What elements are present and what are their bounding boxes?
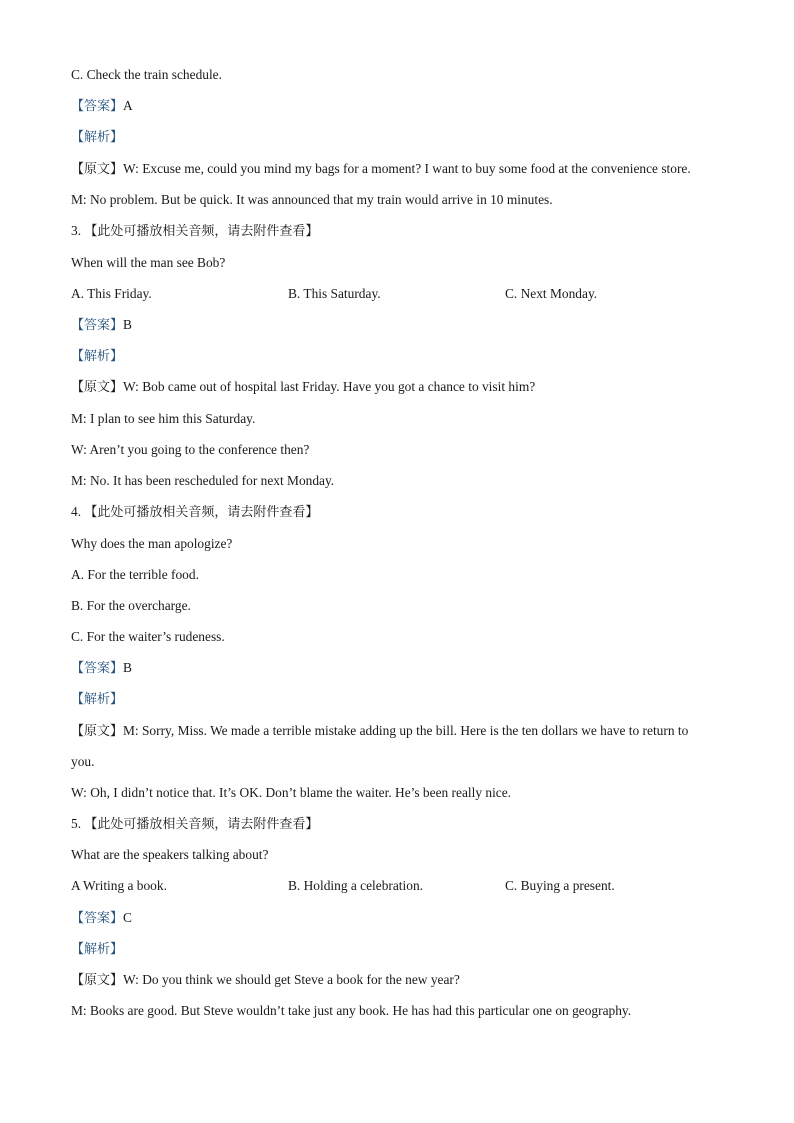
answer-line [71, 659, 132, 678]
transcript-text: M: No. It has been rescheduled for next Monday. [71, 473, 335, 488]
answer-line [71, 909, 132, 928]
option-a: A. For the terrible food. [71, 567, 199, 582]
option-b: B. Holding a celebration. [288, 878, 423, 893]
analysis-line [71, 690, 123, 709]
transcript-tag: 【原文】 [71, 973, 124, 988]
audio-note: 【此处可播放相关音频，请去附件查看】 [84, 505, 319, 520]
analysis-line [71, 128, 123, 147]
question-header: 4. 【此处可播放相关音频，请去附件查看】 [71, 504, 319, 520]
option-b: B. For the overcharge. [71, 598, 191, 613]
audio-note: 【此处可播放相关音频，请去附件查看】 [84, 817, 319, 832]
option-b: B. This Saturday. [288, 286, 381, 301]
answer-line [71, 316, 132, 335]
option-a: A. This Friday. [71, 286, 152, 301]
transcript-line: 【原文】W: Do you think we should get Steve a book for the new year? [71, 972, 460, 988]
answer-value: B [123, 317, 132, 332]
answer-tag: 【答案】 [71, 911, 124, 926]
transcript-tag: 【原文】 [71, 162, 124, 177]
transcript-text: you. [71, 754, 95, 769]
question-header: 3. 【此处可播放相关音频，请去附件查看】 [71, 223, 319, 239]
transcript-text: W: Oh, I didn’t notice that. It’s OK. Don’t blame the waiter. He’s been really nice. [71, 785, 512, 800]
option-c: C. Next Monday. [505, 286, 598, 301]
option-text: C. Check the train schedule. [71, 67, 222, 82]
analysis-tag: 【解析】 [71, 349, 124, 364]
question-text: Why does the man apologize? [71, 536, 233, 551]
answer-value: C [123, 910, 132, 925]
analysis-tag: 【解析】 [71, 692, 124, 707]
transcript-line: 【原文】W: Excuse me, could you mind my bags for a moment? I want to buy some food at the convenience store. [71, 161, 691, 177]
answer-line [71, 97, 133, 116]
analysis-tag: 【解析】 [71, 942, 124, 957]
question-header: 5. 【此处可播放相关音频，请去附件查看】 [71, 816, 319, 832]
transcript-text: W: Aren’t you going to the conference then? [71, 442, 310, 457]
analysis-line [71, 940, 123, 959]
option-c: C. Buying a present. [505, 878, 615, 893]
transcript-line: 【原文】M: Sorry, Miss. We made a terrible mistake adding up the bill. Here is the ten dollars we have to return to [71, 723, 689, 739]
analysis-tag: 【解析】 [71, 130, 124, 145]
transcript-text: M: Books are good. But Steve wouldn’t take just any book. He has had this particular one on geography. [71, 1003, 632, 1018]
answer-value: B [123, 660, 132, 675]
audio-note: 【此处可播放相关音频，请去附件查看】 [84, 224, 319, 239]
answer-tag: 【答案】 [71, 661, 124, 676]
question-text: When will the man see Bob? [71, 255, 226, 270]
answer-tag: 【答案】 [71, 318, 124, 333]
option-c: C. For the waiter’s rudeness. [71, 629, 225, 644]
transcript-tag: 【原文】 [71, 724, 124, 739]
option-a: A Writing a book. [71, 878, 167, 893]
question-text: What are the speakers talking about? [71, 847, 269, 862]
analysis-line [71, 347, 123, 366]
transcript-tag: 【原文】 [71, 380, 124, 395]
transcript-line: 【原文】W: Bob came out of hospital last Friday. Have you got a chance to visit him? [71, 379, 536, 395]
answer-value: A [123, 98, 133, 113]
transcript-text: M: I plan to see him this Saturday. [71, 411, 256, 426]
transcript-text: M: No problem. But be quick. It was announced that my train would arrive in 10 minutes. [71, 192, 553, 207]
answer-tag: 【答案】 [71, 99, 124, 114]
